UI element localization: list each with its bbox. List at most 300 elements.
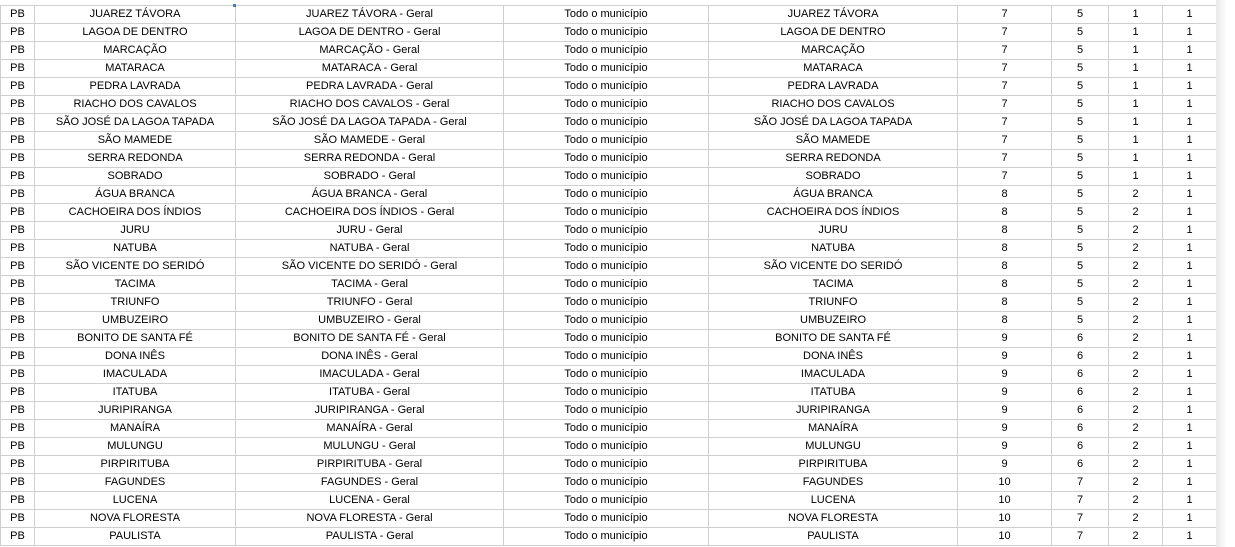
- cell-municipio[interactable]: SERRA REDONDA: [35, 150, 236, 168]
- cell-col-b[interactable]: 5: [1052, 168, 1109, 186]
- cell-municipio[interactable]: PEDRA LAVRADA: [35, 78, 236, 96]
- cell-col-a[interactable]: 9: [958, 402, 1052, 420]
- cell-regiao[interactable]: SÃO JOSÉ DA LAGOA TAPADA - Geral: [236, 114, 504, 132]
- cell-col-d[interactable]: 1: [1163, 132, 1217, 150]
- cell-municipio[interactable]: SÃO JOSÉ DA LAGOA TAPADA: [35, 114, 236, 132]
- cell-regiao[interactable]: BONITO DE SANTA FÉ - Geral: [236, 330, 504, 348]
- cell-col-a[interactable]: 9: [958, 366, 1052, 384]
- cell-col-c[interactable]: 2: [1109, 456, 1163, 474]
- cell-col-a[interactable]: 7: [958, 96, 1052, 114]
- table-row: [1, 312, 1217, 330]
- cell-abrangencia[interactable]: Todo o município: [504, 240, 709, 258]
- cell-col-c[interactable]: 1: [1109, 42, 1163, 60]
- cell-col-b[interactable]: 6: [1052, 384, 1109, 402]
- cell-localidade[interactable]: UMBUZEIRO: [709, 312, 958, 330]
- table-row: [1, 42, 1217, 60]
- cell-col-c[interactable]: 1: [1109, 6, 1163, 24]
- cell-uf[interactable]: PB: [1, 96, 35, 114]
- cell-col-d[interactable]: 1: [1163, 78, 1217, 96]
- cell-municipio[interactable]: MARCAÇÃO: [35, 42, 236, 60]
- cell-abrangencia[interactable]: Todo o município: [504, 528, 709, 546]
- cell-localidade[interactable]: LAGOA DE DENTRO: [709, 24, 958, 42]
- cell-col-c[interactable]: 2: [1109, 240, 1163, 258]
- cell-col-b[interactable]: 6: [1052, 438, 1109, 456]
- cell-municipio[interactable]: LAGOA DE DENTRO: [35, 24, 236, 42]
- cell-col-c[interactable]: 2: [1109, 438, 1163, 456]
- cell-localidade[interactable]: IMACULADA: [709, 366, 958, 384]
- table-row: [1, 96, 1217, 114]
- cell-abrangencia[interactable]: Todo o município: [504, 474, 709, 492]
- cell-abrangencia[interactable]: Todo o município: [504, 168, 709, 186]
- cell-col-d[interactable]: 1: [1163, 438, 1217, 456]
- cell-col-d[interactable]: 1: [1163, 528, 1217, 546]
- cell-col-c[interactable]: 2: [1109, 348, 1163, 366]
- table-row: [1, 132, 1217, 150]
- cell-localidade[interactable]: MANAÍRA: [709, 420, 958, 438]
- cell-uf[interactable]: PB: [1, 132, 35, 150]
- cell-col-c[interactable]: 2: [1109, 402, 1163, 420]
- cell-regiao[interactable]: SERRA REDONDA - Geral: [236, 150, 504, 168]
- cell-col-b[interactable]: 5: [1052, 60, 1109, 78]
- cell-abrangencia[interactable]: Todo o município: [504, 276, 709, 294]
- cell-regiao[interactable]: SÃO MAMEDE - Geral: [236, 132, 504, 150]
- table-row: [1, 438, 1217, 456]
- table-row: [1, 402, 1217, 420]
- cell-col-a[interactable]: 8: [958, 276, 1052, 294]
- cell-localidade[interactable]: PEDRA LAVRADA: [709, 78, 958, 96]
- cell-uf[interactable]: PB: [1, 240, 35, 258]
- cell-municipio[interactable]: PAULISTA: [35, 528, 236, 546]
- cell-uf[interactable]: PB: [1, 402, 35, 420]
- cell-municipio[interactable]: DONA INÊS: [35, 348, 236, 366]
- cell-col-d[interactable]: 1: [1163, 24, 1217, 42]
- cell-col-b[interactable]: 5: [1052, 186, 1109, 204]
- cell-col-a[interactable]: 10: [958, 474, 1052, 492]
- cell-col-c[interactable]: 1: [1109, 96, 1163, 114]
- cell-localidade[interactable]: SÃO JOSÉ DA LAGOA TAPADA: [709, 114, 958, 132]
- cell-col-c[interactable]: 2: [1109, 312, 1163, 330]
- cell-col-c[interactable]: 1: [1109, 132, 1163, 150]
- cell-col-d[interactable]: 1: [1163, 6, 1217, 24]
- cell-abrangencia[interactable]: Todo o município: [504, 366, 709, 384]
- cell-uf[interactable]: PB: [1, 294, 35, 312]
- cell-uf[interactable]: PB: [1, 78, 35, 96]
- cell-col-a[interactable]: 8: [958, 240, 1052, 258]
- cell-abrangencia[interactable]: Todo o município: [504, 24, 709, 42]
- cell-col-c[interactable]: 1: [1109, 24, 1163, 42]
- cell-uf[interactable]: PB: [1, 24, 35, 42]
- cell-col-a[interactable]: 8: [958, 294, 1052, 312]
- cell-abrangencia[interactable]: Todo o município: [504, 456, 709, 474]
- cell-regiao[interactable]: TRIUNFO - Geral: [236, 294, 504, 312]
- cell-col-a[interactable]: 7: [958, 168, 1052, 186]
- cell-col-d[interactable]: 1: [1163, 114, 1217, 132]
- cell-col-d[interactable]: 1: [1163, 492, 1217, 510]
- cell-col-a[interactable]: 8: [958, 186, 1052, 204]
- cell-col-d[interactable]: 1: [1163, 312, 1217, 330]
- cell-municipio[interactable]: MANAÍRA: [35, 420, 236, 438]
- cell-municipio[interactable]: JURU: [35, 222, 236, 240]
- cell-localidade[interactable]: JURIPIRANGA: [709, 402, 958, 420]
- cell-col-d[interactable]: 1: [1163, 456, 1217, 474]
- table-row: [1, 240, 1217, 258]
- cell-localidade[interactable]: NATUBA: [709, 240, 958, 258]
- cell-col-a[interactable]: 8: [958, 222, 1052, 240]
- cell-abrangencia[interactable]: Todo o município: [504, 132, 709, 150]
- cell-col-a[interactable]: 9: [958, 456, 1052, 474]
- cell-municipio[interactable]: ITATUBA: [35, 384, 236, 402]
- cell-col-b[interactable]: 5: [1052, 96, 1109, 114]
- table-row: [1, 294, 1217, 312]
- cell-abrangencia[interactable]: Todo o município: [504, 186, 709, 204]
- cell-regiao[interactable]: JURU - Geral: [236, 222, 504, 240]
- cell-col-c[interactable]: 2: [1109, 420, 1163, 438]
- cell-col-a[interactable]: 9: [958, 384, 1052, 402]
- cell-col-a[interactable]: 9: [958, 420, 1052, 438]
- cell-col-b[interactable]: 6: [1052, 402, 1109, 420]
- cell-col-a[interactable]: 8: [958, 258, 1052, 276]
- cell-uf[interactable]: PB: [1, 348, 35, 366]
- cell-localidade[interactable]: MULUNGU: [709, 438, 958, 456]
- cell-regiao[interactable]: LUCENA - Geral: [236, 492, 504, 510]
- cell-uf[interactable]: PB: [1, 222, 35, 240]
- table-row: [1, 168, 1217, 186]
- cell-regiao[interactable]: PIRPIRITUBA - Geral: [236, 456, 504, 474]
- cell-col-c[interactable]: 1: [1109, 168, 1163, 186]
- cell-abrangencia[interactable]: Todo o município: [504, 330, 709, 348]
- spreadsheet-body: [1, 6, 1217, 546]
- cell-uf[interactable]: PB: [1, 258, 35, 276]
- table-row: [1, 78, 1217, 96]
- cell-col-a[interactable]: 10: [958, 492, 1052, 510]
- cell-regiao[interactable]: SÃO VICENTE DO SERIDÓ - Geral: [236, 258, 504, 276]
- cell-fill-handle[interactable]: [233, 4, 236, 7]
- cell-municipio[interactable]: ÁGUA BRANCA: [35, 186, 236, 204]
- cell-municipio[interactable]: JURIPIRANGA: [35, 402, 236, 420]
- cell-regiao[interactable]: ITATUBA - Geral: [236, 384, 504, 402]
- cell-col-c[interactable]: 2: [1109, 384, 1163, 402]
- cell-col-a[interactable]: 7: [958, 78, 1052, 96]
- cell-col-a[interactable]: 7: [958, 114, 1052, 132]
- cell-col-b[interactable]: 5: [1052, 24, 1109, 42]
- cell-col-c[interactable]: 1: [1109, 78, 1163, 96]
- cell-col-d[interactable]: 1: [1163, 348, 1217, 366]
- cell-col-d[interactable]: 1: [1163, 96, 1217, 114]
- cell-col-c[interactable]: 2: [1109, 474, 1163, 492]
- cell-localidade[interactable]: PAULISTA: [709, 528, 958, 546]
- table-row: [1, 528, 1217, 546]
- cell-abrangencia[interactable]: Todo o município: [504, 78, 709, 96]
- cell-col-b[interactable]: 5: [1052, 42, 1109, 60]
- table-row: [1, 114, 1217, 132]
- cell-col-a[interactable]: 7: [958, 150, 1052, 168]
- cell-col-a[interactable]: 7: [958, 42, 1052, 60]
- cell-col-a[interactable]: 7: [958, 132, 1052, 150]
- cell-localidade[interactable]: SOBRADO: [709, 168, 958, 186]
- cell-abrangencia[interactable]: Todo o município: [504, 222, 709, 240]
- cell-uf[interactable]: PB: [1, 492, 35, 510]
- cell-abrangencia[interactable]: Todo o município: [504, 6, 709, 24]
- cell-uf[interactable]: PB: [1, 114, 35, 132]
- cell-uf[interactable]: PB: [1, 186, 35, 204]
- cell-col-b[interactable]: 7: [1052, 492, 1109, 510]
- table-row: [1, 420, 1217, 438]
- cell-abrangencia[interactable]: Todo o município: [504, 402, 709, 420]
- cell-col-b[interactable]: 6: [1052, 348, 1109, 366]
- cell-col-b[interactable]: 5: [1052, 276, 1109, 294]
- cell-col-b[interactable]: 5: [1052, 150, 1109, 168]
- cell-col-c[interactable]: 2: [1109, 258, 1163, 276]
- cell-col-b[interactable]: 5: [1052, 312, 1109, 330]
- cell-col-b[interactable]: 5: [1052, 78, 1109, 96]
- cell-col-c[interactable]: 2: [1109, 204, 1163, 222]
- cell-localidade[interactable]: RIACHO DOS CAVALOS: [709, 96, 958, 114]
- cell-municipio[interactable]: TACIMA: [35, 276, 236, 294]
- cell-regiao[interactable]: IMACULADA - Geral: [236, 366, 504, 384]
- cell-localidade[interactable]: SÃO MAMEDE: [709, 132, 958, 150]
- cell-localidade[interactable]: NOVA FLORESTA: [709, 510, 958, 528]
- cell-col-d[interactable]: 1: [1163, 276, 1217, 294]
- cell-municipio[interactable]: CACHOEIRA DOS ÍNDIOS: [35, 204, 236, 222]
- cell-municipio[interactable]: NATUBA: [35, 240, 236, 258]
- table-row: [1, 186, 1217, 204]
- cell-localidade[interactable]: TACIMA: [709, 276, 958, 294]
- cell-regiao[interactable]: TACIMA - Geral: [236, 276, 504, 294]
- cell-col-c[interactable]: 1: [1109, 60, 1163, 78]
- cell-abrangencia[interactable]: Todo o município: [504, 42, 709, 60]
- cell-abrangencia[interactable]: Todo o município: [504, 492, 709, 510]
- cell-regiao[interactable]: PEDRA LAVRADA - Geral: [236, 78, 504, 96]
- cell-localidade[interactable]: LUCENA: [709, 492, 958, 510]
- cell-col-d[interactable]: 1: [1163, 150, 1217, 168]
- cell-uf[interactable]: PB: [1, 366, 35, 384]
- cell-regiao[interactable]: MARCAÇÃO - Geral: [236, 42, 504, 60]
- cell-municipio[interactable]: IMACULADA: [35, 366, 236, 384]
- cell-abrangencia[interactable]: Todo o município: [504, 294, 709, 312]
- cell-col-b[interactable]: 5: [1052, 222, 1109, 240]
- cell-uf[interactable]: PB: [1, 168, 35, 186]
- table-row: [1, 204, 1217, 222]
- cell-abrangencia[interactable]: Todo o município: [504, 204, 709, 222]
- cell-col-c[interactable]: 1: [1109, 150, 1163, 168]
- cell-localidade[interactable]: SERRA REDONDA: [709, 150, 958, 168]
- cell-col-d[interactable]: 1: [1163, 168, 1217, 186]
- cell-localidade[interactable]: JUAREZ TÁVORA: [709, 6, 958, 24]
- cell-localidade[interactable]: CACHOEIRA DOS ÍNDIOS: [709, 204, 958, 222]
- cell-col-b[interactable]: 5: [1052, 114, 1109, 132]
- cell-uf[interactable]: PB: [1, 150, 35, 168]
- cell-col-a[interactable]: 7: [958, 60, 1052, 78]
- cell-col-b[interactable]: 5: [1052, 132, 1109, 150]
- cell-col-a[interactable]: 9: [958, 438, 1052, 456]
- cell-col-b[interactable]: 5: [1052, 204, 1109, 222]
- cell-uf[interactable]: PB: [1, 528, 35, 546]
- cell-localidade[interactable]: SÃO VICENTE DO SERIDÓ: [709, 258, 958, 276]
- cell-uf[interactable]: PB: [1, 276, 35, 294]
- cell-municipio[interactable]: UMBUZEIRO: [35, 312, 236, 330]
- cell-col-b[interactable]: 6: [1052, 456, 1109, 474]
- cell-abrangencia[interactable]: Todo o município: [504, 114, 709, 132]
- cell-uf[interactable]: PB: [1, 330, 35, 348]
- cell-localidade[interactable]: FAGUNDES: [709, 474, 958, 492]
- cell-col-c[interactable]: 2: [1109, 294, 1163, 312]
- cell-uf[interactable]: PB: [1, 420, 35, 438]
- cell-abrangencia[interactable]: Todo o município: [504, 60, 709, 78]
- cell-col-d[interactable]: 1: [1163, 42, 1217, 60]
- cell-col-c[interactable]: 2: [1109, 186, 1163, 204]
- table-row: [1, 366, 1217, 384]
- cell-col-b[interactable]: 7: [1052, 528, 1109, 546]
- cell-abrangencia[interactable]: Todo o município: [504, 438, 709, 456]
- table-row: [1, 150, 1217, 168]
- cell-regiao[interactable]: MANAÍRA - Geral: [236, 420, 504, 438]
- table-row: [1, 222, 1217, 240]
- table-row: [1, 348, 1217, 366]
- cell-localidade[interactable]: BONITO DE SANTA FÉ: [709, 330, 958, 348]
- cell-regiao[interactable]: DONA INÊS - Geral: [236, 348, 504, 366]
- cell-col-c[interactable]: 2: [1109, 276, 1163, 294]
- table-row: [1, 384, 1217, 402]
- cell-regiao[interactable]: MATARACA - Geral: [236, 60, 504, 78]
- cell-col-a[interactable]: 8: [958, 312, 1052, 330]
- cell-abrangencia[interactable]: Todo o município: [504, 384, 709, 402]
- cell-col-d[interactable]: 1: [1163, 420, 1217, 438]
- cell-col-a[interactable]: 9: [958, 348, 1052, 366]
- cell-regiao[interactable]: SOBRADO - Geral: [236, 168, 504, 186]
- cell-regiao[interactable]: ÁGUA BRANCA - Geral: [236, 186, 504, 204]
- cell-col-a[interactable]: 7: [958, 24, 1052, 42]
- cell-col-d[interactable]: 1: [1163, 222, 1217, 240]
- table-row: [1, 330, 1217, 348]
- cell-col-d[interactable]: 1: [1163, 384, 1217, 402]
- cell-uf[interactable]: PB: [1, 6, 35, 24]
- cell-uf[interactable]: PB: [1, 312, 35, 330]
- cell-localidade[interactable]: JURU: [709, 222, 958, 240]
- cell-municipio[interactable]: TRIUNFO: [35, 294, 236, 312]
- cell-col-c[interactable]: 1: [1109, 114, 1163, 132]
- table-row: [1, 60, 1217, 78]
- cell-municipio[interactable]: SÃO VICENTE DO SERIDÓ: [35, 258, 236, 276]
- cell-regiao[interactable]: JURIPIRANGA - Geral: [236, 402, 504, 420]
- cell-col-d[interactable]: 1: [1163, 330, 1217, 348]
- cell-regiao[interactable]: MULUNGU - Geral: [236, 438, 504, 456]
- cell-col-b[interactable]: 6: [1052, 420, 1109, 438]
- cell-regiao[interactable]: CACHOEIRA DOS ÍNDIOS - Geral: [236, 204, 504, 222]
- cell-col-b[interactable]: 7: [1052, 474, 1109, 492]
- cell-col-c[interactable]: 2: [1109, 528, 1163, 546]
- cell-uf[interactable]: PB: [1, 474, 35, 492]
- cell-municipio[interactable]: LUCENA: [35, 492, 236, 510]
- cell-abrangencia[interactable]: Todo o município: [504, 420, 709, 438]
- cell-col-b[interactable]: 5: [1052, 6, 1109, 24]
- cell-col-b[interactable]: 6: [1052, 330, 1109, 348]
- cell-abrangencia[interactable]: Todo o município: [504, 312, 709, 330]
- cell-col-d[interactable]: 1: [1163, 474, 1217, 492]
- cell-col-b[interactable]: 5: [1052, 240, 1109, 258]
- cell-col-d[interactable]: 1: [1163, 240, 1217, 258]
- cell-col-d[interactable]: 1: [1163, 294, 1217, 312]
- cell-col-d[interactable]: 1: [1163, 510, 1217, 528]
- cell-regiao[interactable]: FAGUNDES - Geral: [236, 474, 504, 492]
- cell-municipio[interactable]: NOVA FLORESTA: [35, 510, 236, 528]
- cell-abrangencia[interactable]: Todo o município: [504, 510, 709, 528]
- cell-col-c[interactable]: 2: [1109, 510, 1163, 528]
- cell-localidade[interactable]: ITATUBA: [709, 384, 958, 402]
- cell-municipio[interactable]: SÃO MAMEDE: [35, 132, 236, 150]
- cell-regiao[interactable]: NOVA FLORESTA - Geral: [236, 510, 504, 528]
- cell-municipio[interactable]: FAGUNDES: [35, 474, 236, 492]
- cell-col-b[interactable]: 5: [1052, 258, 1109, 276]
- spreadsheet-grid: [0, 5, 1217, 546]
- cell-col-a[interactable]: 9: [958, 330, 1052, 348]
- cell-regiao[interactable]: JUAREZ TÁVORA - Geral: [236, 6, 504, 24]
- cell-col-a[interactable]: 7: [958, 6, 1052, 24]
- cell-col-c[interactable]: 2: [1109, 366, 1163, 384]
- cell-municipio[interactable]: BONITO DE SANTA FÉ: [35, 330, 236, 348]
- cell-localidade[interactable]: PIRPIRITUBA: [709, 456, 958, 474]
- cell-municipio[interactable]: MATARACA: [35, 60, 236, 78]
- cell-municipio[interactable]: PIRPIRITUBA: [35, 456, 236, 474]
- cell-col-a[interactable]: 10: [958, 528, 1052, 546]
- cell-abrangencia[interactable]: Todo o município: [504, 348, 709, 366]
- cell-regiao[interactable]: RIACHO DOS CAVALOS - Geral: [236, 96, 504, 114]
- cell-col-d[interactable]: 1: [1163, 366, 1217, 384]
- cell-municipio[interactable]: RIACHO DOS CAVALOS: [35, 96, 236, 114]
- cell-localidade[interactable]: DONA INÊS: [709, 348, 958, 366]
- cell-uf[interactable]: PB: [1, 456, 35, 474]
- cell-regiao[interactable]: PAULISTA - Geral: [236, 528, 504, 546]
- cell-regiao[interactable]: UMBUZEIRO - Geral: [236, 312, 504, 330]
- cell-col-d[interactable]: 1: [1163, 204, 1217, 222]
- cell-localidade[interactable]: MATARACA: [709, 60, 958, 78]
- cell-col-b[interactable]: 5: [1052, 294, 1109, 312]
- cell-regiao[interactable]: NATUBA - Geral: [236, 240, 504, 258]
- cell-uf[interactable]: PB: [1, 510, 35, 528]
- cell-uf[interactable]: PB: [1, 60, 35, 78]
- cell-uf[interactable]: PB: [1, 384, 35, 402]
- cell-col-d[interactable]: 1: [1163, 258, 1217, 276]
- table-row: [1, 24, 1217, 42]
- cell-localidade[interactable]: ÁGUA BRANCA: [709, 186, 958, 204]
- cell-col-c[interactable]: 2: [1109, 222, 1163, 240]
- cell-abrangencia[interactable]: Todo o município: [504, 258, 709, 276]
- cell-col-c[interactable]: 2: [1109, 330, 1163, 348]
- cell-municipio[interactable]: SOBRADO: [35, 168, 236, 186]
- cell-col-b[interactable]: 7: [1052, 510, 1109, 528]
- cell-col-a[interactable]: 8: [958, 204, 1052, 222]
- cell-municipio[interactable]: JUAREZ TÁVORA: [35, 6, 236, 24]
- cell-col-d[interactable]: 1: [1163, 60, 1217, 78]
- cell-localidade[interactable]: MARCAÇÃO: [709, 42, 958, 60]
- cell-col-b[interactable]: 6: [1052, 366, 1109, 384]
- cell-regiao[interactable]: LAGOA DE DENTRO - Geral: [236, 24, 504, 42]
- cell-col-d[interactable]: 1: [1163, 402, 1217, 420]
- cell-uf[interactable]: PB: [1, 438, 35, 456]
- cell-abrangencia[interactable]: Todo o município: [504, 150, 709, 168]
- cell-abrangencia[interactable]: Todo o município: [504, 96, 709, 114]
- cell-col-c[interactable]: 2: [1109, 492, 1163, 510]
- cell-col-a[interactable]: 10: [958, 510, 1052, 528]
- cell-localidade[interactable]: TRIUNFO: [709, 294, 958, 312]
- cell-uf[interactable]: PB: [1, 204, 35, 222]
- cell-col-d[interactable]: 1: [1163, 186, 1217, 204]
- table-row: [1, 492, 1217, 510]
- cell-uf[interactable]: PB: [1, 42, 35, 60]
- table-row: [1, 474, 1217, 492]
- table-row: [1, 510, 1217, 528]
- cell-municipio[interactable]: MULUNGU: [35, 438, 236, 456]
- window-edge-shadow: [1216, 0, 1235, 547]
